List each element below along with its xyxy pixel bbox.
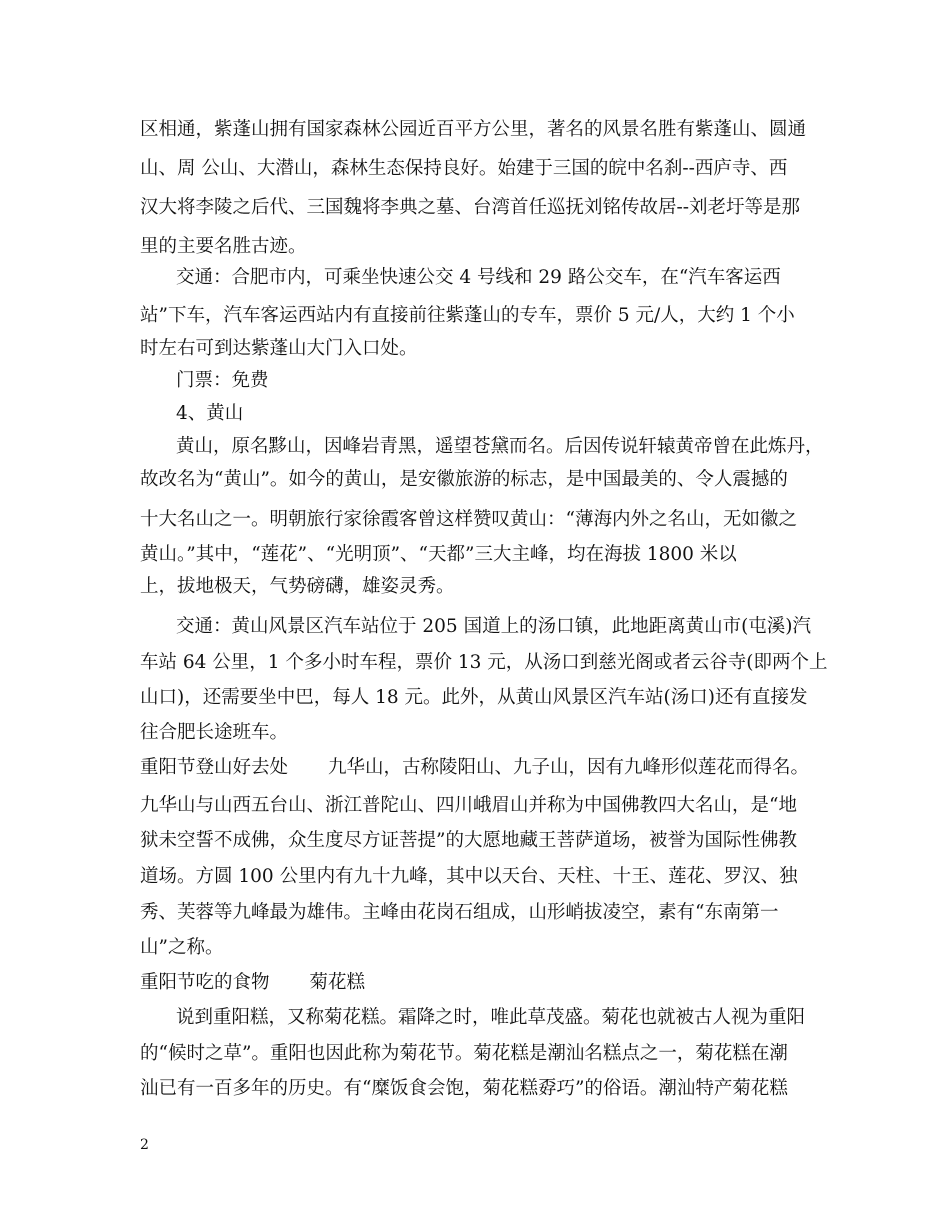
- text-line: 说到重阳糕，又称菊花糕。霜降之时，唯此草茂盛。菊花也就被古人视为重阳: [176, 1007, 806, 1028]
- text-line: 道场。方圆 100 公里内有九十九峰，其中以天台、天柱、十王、莲花、罗汉、独: [140, 866, 798, 887]
- text-segment: 九华山，古称陵阳山、九子山，因有九峰形似莲花而得名。: [328, 757, 810, 778]
- text-line: 站”下车，汽车客运西站内有直接前往紫蓬山的专车，票价 5 元/人，大约 1 个小: [140, 305, 795, 326]
- text-line: 门票：免费: [176, 370, 269, 391]
- page-number: 2: [140, 1137, 149, 1153]
- text-line: 秀、芙蓉等九峰最为雄伟。主峰由花岗石组成，山形峭拔凌空，素有“东南第一: [140, 902, 779, 923]
- text-line: 山、周 公山、大潜山，森林生态保持良好。始建于三国的皖中名刹--西庐寺、西: [140, 158, 788, 179]
- text-line: 九华山与山西五台山、浙江普陀山、四川峨眉山并称为中国佛教四大名山，是“地: [140, 795, 797, 816]
- text-line: 黄山，原名黟山，因峰岩青黑，遥望苍黛而名。后因传说轩辕黄帝曾在此炼丹，: [176, 436, 824, 457]
- section-heading: 重阳节吃的食物: [140, 972, 270, 993]
- section-heading-line: [140, 971, 365, 995]
- text-line: 的“候时之草”。重阳也因此称为菊花节。菊花糕是潮汕名糕点之一，菊花糕在潮: [140, 1043, 788, 1064]
- text-line: 故改名为“黄山”。如今的黄山，是安徽旅游的标志，是中国最美的、令人震撼的: [140, 469, 788, 490]
- text-line: 山口)，还需要坐中巴，每人 18 元。此外，从黄山风景区汽车站(汤口)还有直接发: [140, 687, 808, 708]
- text-line: 时左右可到达紫蓬山大门入口处。: [140, 338, 418, 359]
- text-line: 汉大将李陵之后代、三国魏将李典之墓、台湾首任巡抚刘铭传故居--刘老圩等是那: [140, 197, 801, 218]
- section-heading: 4、黄山: [176, 403, 244, 424]
- text-line: 十大名山之一。明朝旅行家徐霞客曾这样赞叹黄山：“薄海内外之名山，无如徽之: [140, 509, 797, 530]
- text-line: 汕已有一百多年的历史。有“糜饭食会饱，菊花糕孬巧”的俗语。潮汕特产菊花糕: [140, 1078, 788, 1099]
- text-line: 交通：黄山风景区汽车站位于 205 国道上的汤口镇，此地距离黄山市(屯溪)汽: [176, 616, 812, 637]
- section-heading-line: [140, 756, 809, 780]
- text-line: 往合肥长途班车。: [140, 722, 289, 743]
- text-line: 黄山。”其中，“莲花”、“光明顶”、“天都”三大主峰，均在海拔 1800 米以: [140, 544, 737, 565]
- text-line: 山”之称。: [140, 937, 224, 958]
- text-line: 车站 64 公里，1 个多小时车程，票价 13 元，从汤口到慈光阁或者云谷寺(即两个上: [140, 652, 828, 673]
- text-line: 里的主要名胜古迹。: [140, 236, 307, 257]
- text-line: 上，拔地极天，气势磅礴，雄姿灵秀。: [140, 576, 455, 597]
- text-line: 狱未空誓不成佛，众生度尽方证菩提”的大愿地藏王菩萨道场，被誉为国际性佛教: [140, 830, 797, 851]
- subheading: 菊花糕: [309, 972, 366, 993]
- section-heading: 重阳节登山好去处: [140, 757, 289, 778]
- text-line: 交通：合肥市内，可乘坐快速公交 4 号线和 29 路公交车，在“汽车客运西: [176, 267, 781, 288]
- text-line: 区相通，紫蓬山拥有国家森林公园近百平方公里，著名的风景名胜有紫蓬山、圆通: [140, 119, 807, 140]
